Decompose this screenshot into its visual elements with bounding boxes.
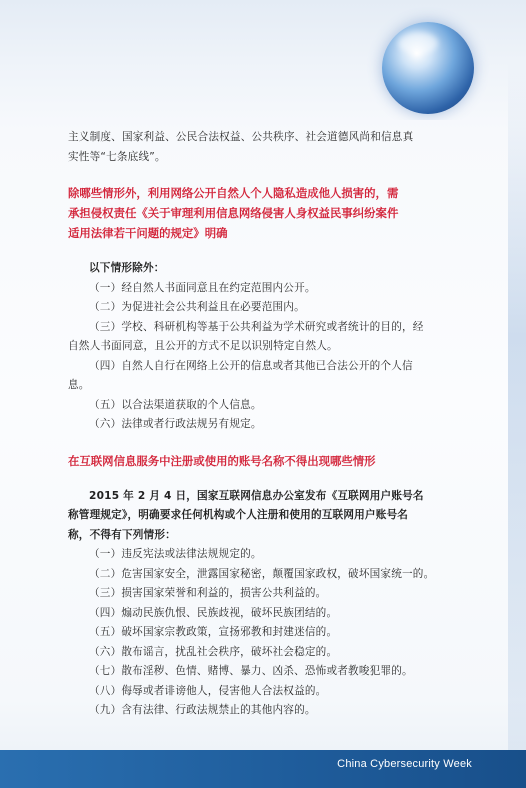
section1-heading-line: 适用法律若干问题的规定》明确 — [68, 226, 228, 240]
header-decoration — [0, 0, 526, 120]
list-item: 息。 — [68, 379, 90, 391]
list-item: （三）学校、科研机构等基于公共利益为学术研究或者统计的目的，经 — [89, 320, 424, 333]
list-item: （五）以合法渠道获取的个人信息。 — [89, 398, 262, 411]
section1-subheading: 以下情形除外： — [89, 262, 165, 274]
list-item: （八）侮辱或者诽谤他人，侵害他人合法权益的。 — [89, 684, 327, 697]
globe-highlight — [398, 32, 438, 54]
list-item: （三）损害国家荣誉和利益的，损害公共利益的。 — [89, 587, 327, 599]
footer-bar — [0, 750, 526, 788]
section2-lead — [68, 487, 464, 546]
list-item: （五）破坏国家宗教政策，宣扬邪教和封建迷信的。 — [89, 626, 338, 638]
list-item: （四）自然人自行在网络上公开的信息或者其他已合法公开的个人信 — [89, 359, 413, 372]
footer-title: China Cybersecurity Week — [337, 758, 472, 770]
list-item: （六）法律或者行政法规另有规定。 — [89, 418, 262, 430]
intro-line-1: 主义制度、国家利益、公民合法权益、公共秩序、社会道德风尚和信息真 — [68, 131, 414, 143]
list-item: （七）散布淫秽、色情、赌博、暴力、凶杀、恐怖或者教唆犯罪的。 — [89, 665, 413, 677]
document-body — [68, 128, 464, 721]
list-item: （二）为促进社会公共利益且在必要范围内。 — [89, 301, 305, 313]
list-item: 自然人书面同意，且公开的方式不足以识别特定自然人。 — [68, 340, 338, 352]
side-decoration — [508, 60, 526, 750]
list-item: （一）违反宪法或法律法规规定的。 — [89, 548, 262, 560]
list-item: （九）含有法律、行政法规禁止的其他内容的。 — [89, 704, 316, 716]
section2-lead-line: 称管理规定》，明确要求任何机构或个人注册和使用的互联网用户账号名 — [68, 509, 409, 521]
list-item: （一）经自然人书面同意且在约定范围内公开。 — [89, 281, 316, 294]
section1-heading-line: 承担侵权责任《关于审理利用信息网络侵害人身权益民事纠纷案件 — [68, 206, 399, 220]
list-item: （六）散布谣言，扰乱社会秩序，破坏社会稳定的。 — [89, 645, 338, 658]
section2-lead-line: 2015 年 2 月 4 日，国家互联网信息办公室发布《互联网用户账号名 — [89, 489, 424, 502]
list-item: （四）煽动民族仇恨、民族歧视，破坏民族团结的。 — [89, 606, 338, 619]
section2-list — [68, 545, 464, 721]
intro-line-2: 实性等“七条底线”。 — [68, 150, 166, 163]
section1-list — [68, 279, 464, 435]
section1-heading — [68, 183, 464, 243]
list-item: （二）危害国家安全，泄露国家秘密，颠覆国家政权，破坏国家统一的。 — [89, 567, 435, 580]
section1-heading-line: 除哪些情形外，利用网络公开自然人个人隐私造成他人损害的，需 — [68, 186, 399, 200]
section2-heading: 在互联网信息服务中注册或使用的账号名称不得出现哪些情形 — [68, 453, 376, 468]
section2-lead-line: 称，不得有下列情形： — [68, 528, 176, 541]
